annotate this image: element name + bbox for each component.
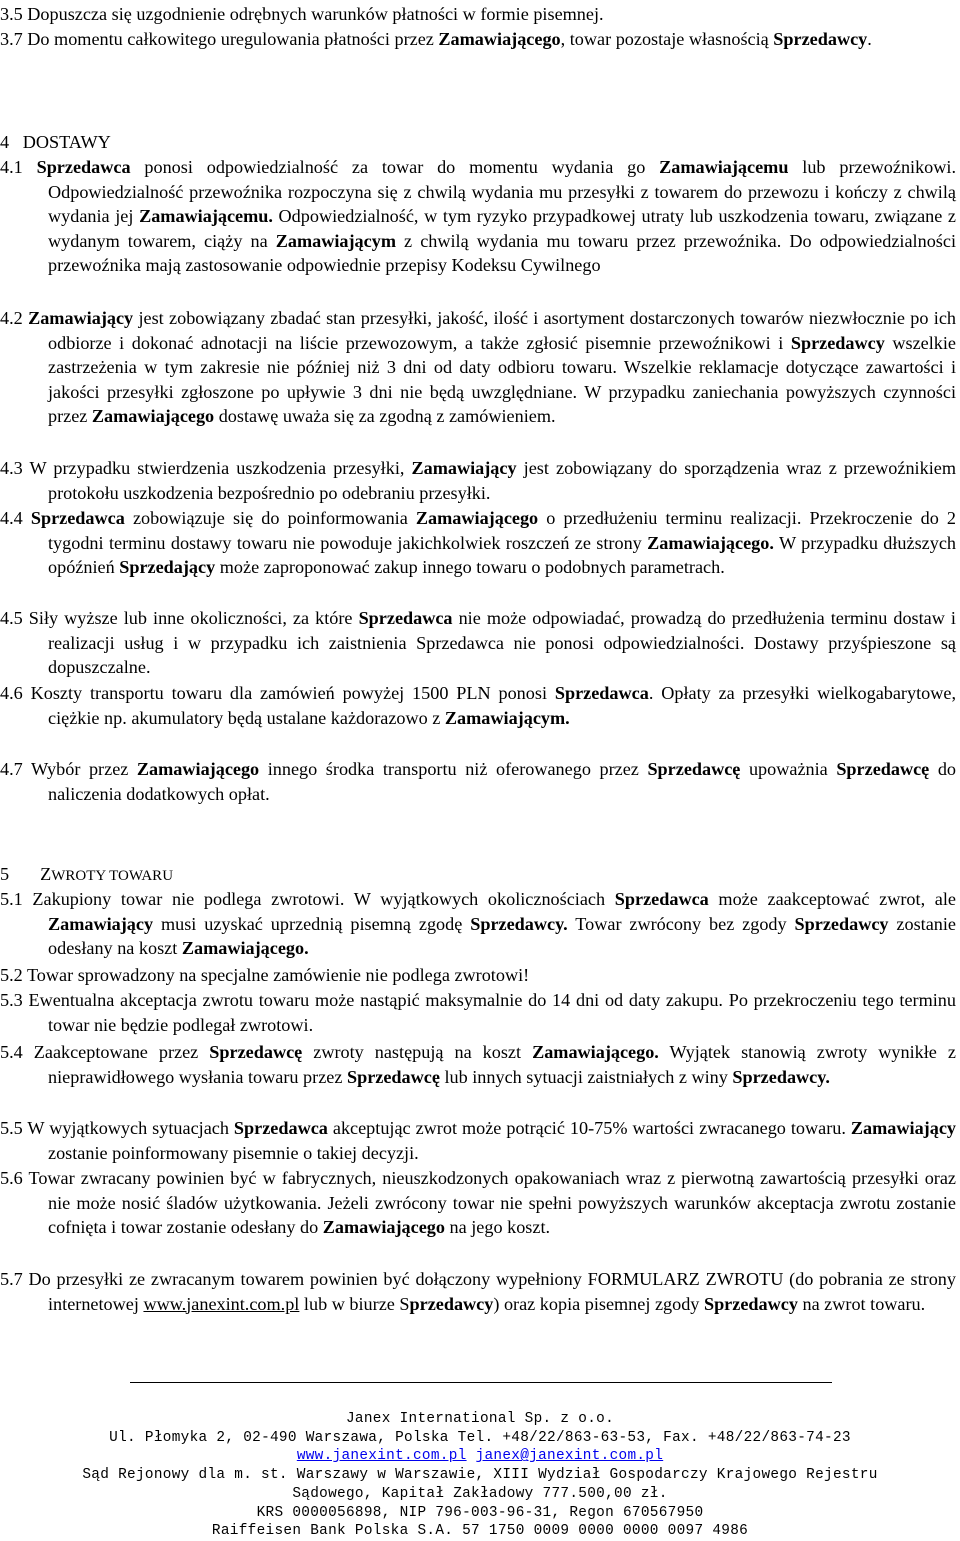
text: do naliczenia dodatkowych opłat. [48,759,957,804]
text: . Opłaty za przesyłki wielkogabarytowe, ciężkie np. akumulatory będą ustalane każdorazowo z [48,683,956,728]
party-name: Zamawiającego [438,29,561,49]
clause-5-6 [0,1166,956,1240]
clause-5-4 [0,1040,956,1089]
text: innego środka transportu niż oferowanego przez [259,759,648,779]
party-name: Zamawiającego. [647,532,774,553]
party-name: Zamawiający [411,458,517,478]
text: zostanie poinformowany pisemnie o takiej decyzji. [48,1142,419,1163]
text: lub innych sytuacji zaistniałych z winy [439,1066,733,1087]
text: 5.5 W wyjątkowych sytuacjach [0,1118,234,1138]
party-name: Sprzedawca [36,157,131,177]
text: 5.7 Do przesyłki ze zwracanym towarem powinien być dołączony wypełniony FORMULARZ ZWROTU (do pobrania ze strony internetowej [0,1269,956,1314]
footer-email-link[interactable]: janex@janexint.com.pl [475,1448,664,1465]
text: 4.1 [0,157,37,177]
text: jest zobowiązany zbadać stan przesyłki, jakość, ilość i asortyment dostarczonych towarów niezwłocznie po ich odbiorze i dokonać adnotacji na liście przewozowym, a także zgłosić pisemnie przewoźnikowi i [48,308,956,353]
text: 5.1 Zakupiony towar nie podlega zwrotowi. W wyjątkowych okolicznościach [0,889,615,909]
party-name: przedawcy [409,1293,494,1314]
section-4-heading: 4 DOSTAWY [0,132,111,152]
website-link[interactable]: www.janexint.com.pl [143,1293,300,1314]
text: może zaproponować zakup innego towaru o podobnych parametrach. [215,557,725,578]
footer-court-line-2: Sądowego, Kapitał Zakładowy 777.500,00 zł. [292,1485,668,1502]
party-name: Sprzedawcę [836,759,930,779]
footer-registration-ids: KRS 0000056898, NIP 796-003-96-31, Regon 670567950 [256,1504,704,1521]
text: 4.4 [0,508,31,528]
text: upoważnia [740,759,837,779]
party-name: Zamawiającego [91,406,215,427]
party-name: Sprzedawcy [794,913,889,934]
text: 5.4 Zaakceptowane przez [0,1042,210,1062]
text: o przedłużeniu terminu realizacji. Przekroczenie do 2 tygodni terminu dostawy towaru nie powoduje jakichkolwiek roszczeń ze strony [48,508,957,553]
footer-website-link[interactable]: www.janexint.com.pl [296,1448,467,1465]
text: . [867,29,872,49]
party-name: Zamawiającemu [659,157,789,177]
clause-3-5 [0,2,956,27]
heading-initial: Z [40,864,52,884]
heading-rest: WROTY TOWARU [51,868,174,884]
text: 5.6 Towar zwracany powinien być w fabrycznych, nieuszkodzonych opakowaniach wraz z pierwotną zawartością przesyłki oraz nie może nosić śladów użytkowania. Jeżeli zwrócony towar nie spełni powyższych warunków akceptacja zwrotu zostanie cofnięta i towar zostanie odesłany do [0,1168,956,1238]
party-name: Sprzedawca [30,508,125,528]
text: 4.6 Koszty transportu towaru dla zamówień powyżej 1500 PLN ponosi [0,683,555,703]
text: Towar zwrócony bez zgody [567,913,795,934]
text: ) oraz kopia pisemnej zgody [493,1293,704,1314]
footer-court-line-1: Sąd Rejonowy dla m. st. Warszawy w Warszawie, XIII Wydział Gospodarczy Krajowego Rejestru [82,1467,878,1484]
party-name: Sprzedawcę [209,1042,303,1062]
party-name: Sprzedawcy [773,29,868,49]
clause-4-7 [0,757,956,806]
clause-5-5 [0,1116,956,1165]
clause-3-7 [0,27,956,52]
text: może zaakceptować zwrot, ale [708,889,956,909]
party-name: Zamawiający [48,913,154,934]
text: 4.7 Wybór przez [0,759,137,779]
party-name: Sprzedawca [233,1118,328,1138]
footer-company: Janex International Sp. z o.o. [345,1411,615,1427]
text: ponosi odpowiedzialność za towar do momentu wydania go [130,157,660,177]
text: 3.7 Do momentu całkowitego uregulowania płatności przez [0,29,439,49]
clause-5-1 [0,887,956,961]
clause-5-2 [0,963,956,988]
text: na zwrot towaru. [797,1293,926,1314]
clause-4-6 [0,681,956,730]
footer-contacts [0,1447,960,1466]
party-name: Zamawiającego. [532,1042,659,1062]
party-name: Zamawiającego [136,759,260,779]
text: musi uzyskać uprzednią pisemną zgodę [153,913,471,934]
text: lub w biurze S [299,1293,410,1314]
party-name: Sprzedawca [358,608,453,628]
party-name: Zamawiającym. [444,707,570,728]
party-name: Zamawiającym [275,230,396,251]
text: zobowiązuje się do poinformowania [124,508,416,528]
text: na jego koszt. [444,1217,551,1238]
party-name: Sprzedawcy [790,332,885,353]
footer-divider [130,1382,832,1383]
party-name: Sprzedawca [554,683,649,703]
text: 4.5 Siły wyższe lub inne okoliczności, za które [0,608,359,628]
party-name: Sprzedawcę [647,759,741,779]
clause-5-7 [0,1267,956,1316]
party-name: Zamawiającemu. [139,206,273,227]
page-footer [0,1410,960,1541]
clause-4-1 [0,155,956,278]
text: 5.3 Ewentualna akceptacja zwrotu towaru może nastąpić maksymalnie do 14 dni od daty zakupu. Po przekroczeniu tego terminu towar nie będzie podlegał zwrotowi. [0,990,956,1035]
clause-4-3 [0,456,956,505]
text: Wyjątek stanowią zwroty wynikłe z nieprawidłowego wysłania towaru przez [48,1042,956,1087]
text: z chwilą wydania mu towaru przez przewoźnika. Do odpowiedzialności przewoźnika mają zastosowanie odpowiednie przepisy Kodeksu Cywilnego [48,230,956,276]
text: jest zobowiązany do sporządzenia wraz z przewoźnikiem protokołu uszkodzenia bezpośrednio po odebraniu przesyłki. [48,458,956,503]
party-name: Sprzedawcy. [732,1066,830,1087]
clause-4-2 [0,306,956,429]
footer-bank-account: Raiffeisen Bank Polska S.A. 57 1750 0009 0000 0000 0097 4986 [211,1523,749,1540]
text: akceptując zwrot może potrącić 10-75% wartości zwracanego towaru. [327,1118,851,1138]
text: 4.3 W przypadku stwierdzenia uszkodzenia przesyłki, [0,458,412,478]
party-name: Sprzedawcy [703,1293,798,1314]
clause-5-3 [0,988,956,1037]
party-name: Zamawiającego. [181,938,309,959]
clause-4-5 [0,606,956,680]
party-name: Sprzedawcę [346,1066,440,1087]
party-name: Zamawiający [850,1118,956,1138]
party-name: Sprzedawca [614,889,709,909]
text: zostanie odesłany na koszt [48,913,956,959]
party-name: Zamawiający [28,308,134,328]
text: 5.2 Towar sprowadzony na specjalne zamówienie nie podlega zwrotowi! [0,965,530,985]
clause-3-5-text: 3.5 Dopuszcza się uzgodnienie odrębnych warunków płatności w formie pisemnej. [0,4,604,24]
text: dostawę uważa się za zgodną z zamówieniem. [214,406,556,427]
text: nie może odpowiadać, prowadzą do przedłużenia terminu dostaw i realizacji usług i w przypadku ich zaistnienia Sprzedawca nie ponosi odpowiedzialności. Dostawy przyśpieszone są dopuszczalne. [48,608,956,678]
section-number: 5 [0,864,10,884]
party-name: Sprzedawcy. [470,913,568,934]
text: wszelkie zastrzeżenia w tym zakresie nie później niż 3 dni od daty odbioru towaru. Wszelkie reklamacje dotyczące zawartości i jakości przesyłki zgłoszone po upływie 3 dni nie będą uwzględniane. W przypadku zaniechania powyższych czynności przez [48,332,956,427]
section-5-heading [0,862,173,888]
text: lub przewoźnikowi. Odpowiedzialność przewoźnika rozpoczyna się z chwilą wydania mu przesyłki z towarem do przewozu i kończy z chwilą wydania jej [48,157,957,227]
footer-address: Ul. Płomyka 2, 02-490 Warszawa, Polska Tel. +48/22/863-63-53, Fax. +48/22/863-74-23 [109,1429,851,1446]
text: 4.2 [0,308,29,328]
text: W przypadku dłuższych opóźnień [48,532,956,578]
clause-4-4 [0,506,956,580]
party-name: Zamawiającego [322,1217,445,1238]
text: zwroty następują na koszt [302,1042,533,1062]
text: , towar pozostaje własnością [560,29,774,49]
party-name: Sprzedający [119,557,216,578]
text: Odpowiedzialność, w tym ryzyko przypadkowej utraty lub uszkodzenia towaru, związane z wydanym towarem, ciąży na [48,206,957,251]
party-name: Zamawiającego [415,508,539,528]
